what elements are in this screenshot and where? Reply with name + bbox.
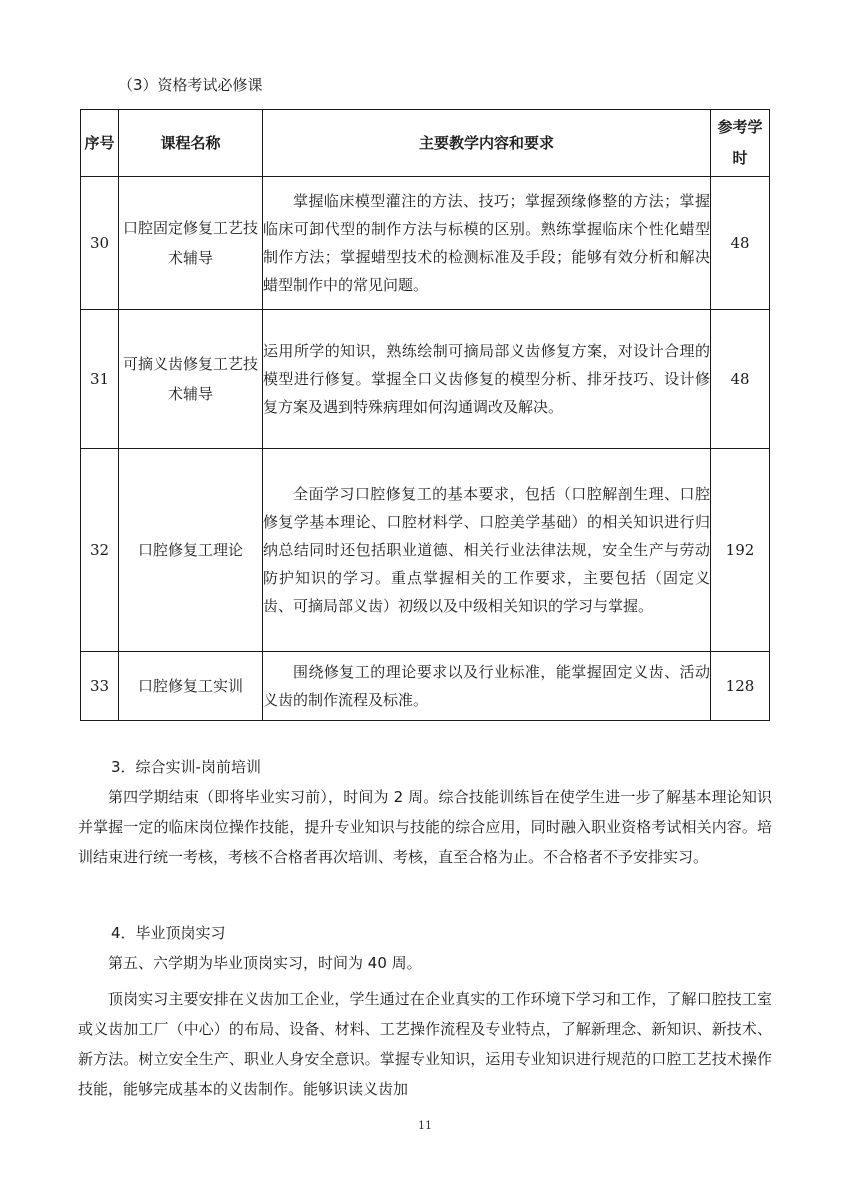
header-course-name: 课程名称	[119, 110, 263, 177]
header-content: 主要教学内容和要求	[263, 110, 711, 177]
row-number: 32	[81, 449, 119, 652]
course-hours: 48	[711, 177, 770, 310]
section-title: （3）资格考试必修课	[118, 76, 263, 94]
table-header-row	[81, 110, 770, 177]
section-3-paragraph: 第四学期结束（即将毕业实习前），时间为 2 周。综合技能训练旨在使学生进一步了解基本理论知识并掌握一定的临床岗位操作技能，提升专业知识与技能的综合应用，同时融入职业资格考试相关内容。培训结束进行统一考核，考核不合格者再次培训、考核，直至合格为止。不合格者不予安排实习。	[78, 788, 772, 866]
row-number: 33	[81, 652, 119, 721]
table-row	[81, 652, 770, 721]
section-3	[78, 752, 772, 872]
course-name: 口腔修复工实训	[119, 652, 263, 721]
row-number: 30	[81, 177, 119, 310]
course-hours: 48	[711, 310, 770, 449]
table-row	[81, 449, 770, 652]
section-4-paragraph-2: 顶岗实习主要安排在义齿加工企业，学生通过在企业真实的工作环境下学习和工作，了解口腔技工室或义齿加工厂（中心）的布局、设备、材料、工艺操作流程及专业特点，了解新理念、新知识、新技术、新方法。树立安全生产、职业人身安全意识。掌握专业知识，运用专业知识进行规范的口腔工艺技术操作技能，能够完成基本的义齿制作。能够识读义齿加	[78, 990, 772, 1098]
course-hours: 128	[711, 652, 770, 721]
header-number: 序号	[81, 110, 119, 177]
row-number: 31	[81, 310, 119, 449]
table-row	[81, 177, 770, 310]
course-name: 口腔修复工理论	[119, 449, 263, 652]
section-4	[78, 918, 772, 1104]
course-content: 运用所学的知识，熟练绘制可摘局部义齿修复方案，对设计合理的模型进行修复。掌握全口义齿修复的模型分析、排牙技巧、设计修复方案及遇到特殊病理如何沟通调改及解决。	[263, 310, 711, 449]
course-name: 可摘义齿修复工艺技术辅导	[119, 310, 263, 449]
course-content: 全面学习口腔修复工的基本要求，包括（口腔解剖生理、口腔修复学基本理论、口腔材料学、口腔美学基础）的相关知识进行归纳总结同时还包括职业道德、相关行业法律法规，安全生产与劳动防护知识的学习。重点掌握相关的工作要求，主要包括（固定义齿、可摘局部义齿）初级以及中级相关知识的学习与掌握。	[263, 449, 711, 652]
course-content: 掌握临床模型灌注的方法、技巧；掌握颈缘修整的方法；掌握临床可卸代型的制作方法与标模的区别。熟练掌握临床个性化蜡型制作方法；掌握蜡型技术的检测标准及手段；能够有效分析和解决蜡型制作中的常见问题。	[263, 177, 711, 310]
course-content: 围绕修复工的理论要求以及行业标准，能掌握固定义齿、活动义齿的制作流程及标准。	[263, 652, 711, 721]
section-4-heading: 4．毕业顶岗实习	[111, 924, 226, 942]
course-hours: 192	[711, 449, 770, 652]
page-number: 11	[418, 1119, 432, 1132]
table-row	[81, 310, 770, 449]
section-4-paragraph-1: 第五、六学期为毕业顶岗实习，时间为 40 周。	[108, 954, 422, 972]
header-hours: 参考学时	[711, 110, 770, 177]
section-3-heading: 3．综合实训-岗前培训	[111, 758, 261, 776]
course-name: 口腔固定修复工艺技术辅导	[119, 177, 263, 310]
course-table	[80, 109, 770, 721]
